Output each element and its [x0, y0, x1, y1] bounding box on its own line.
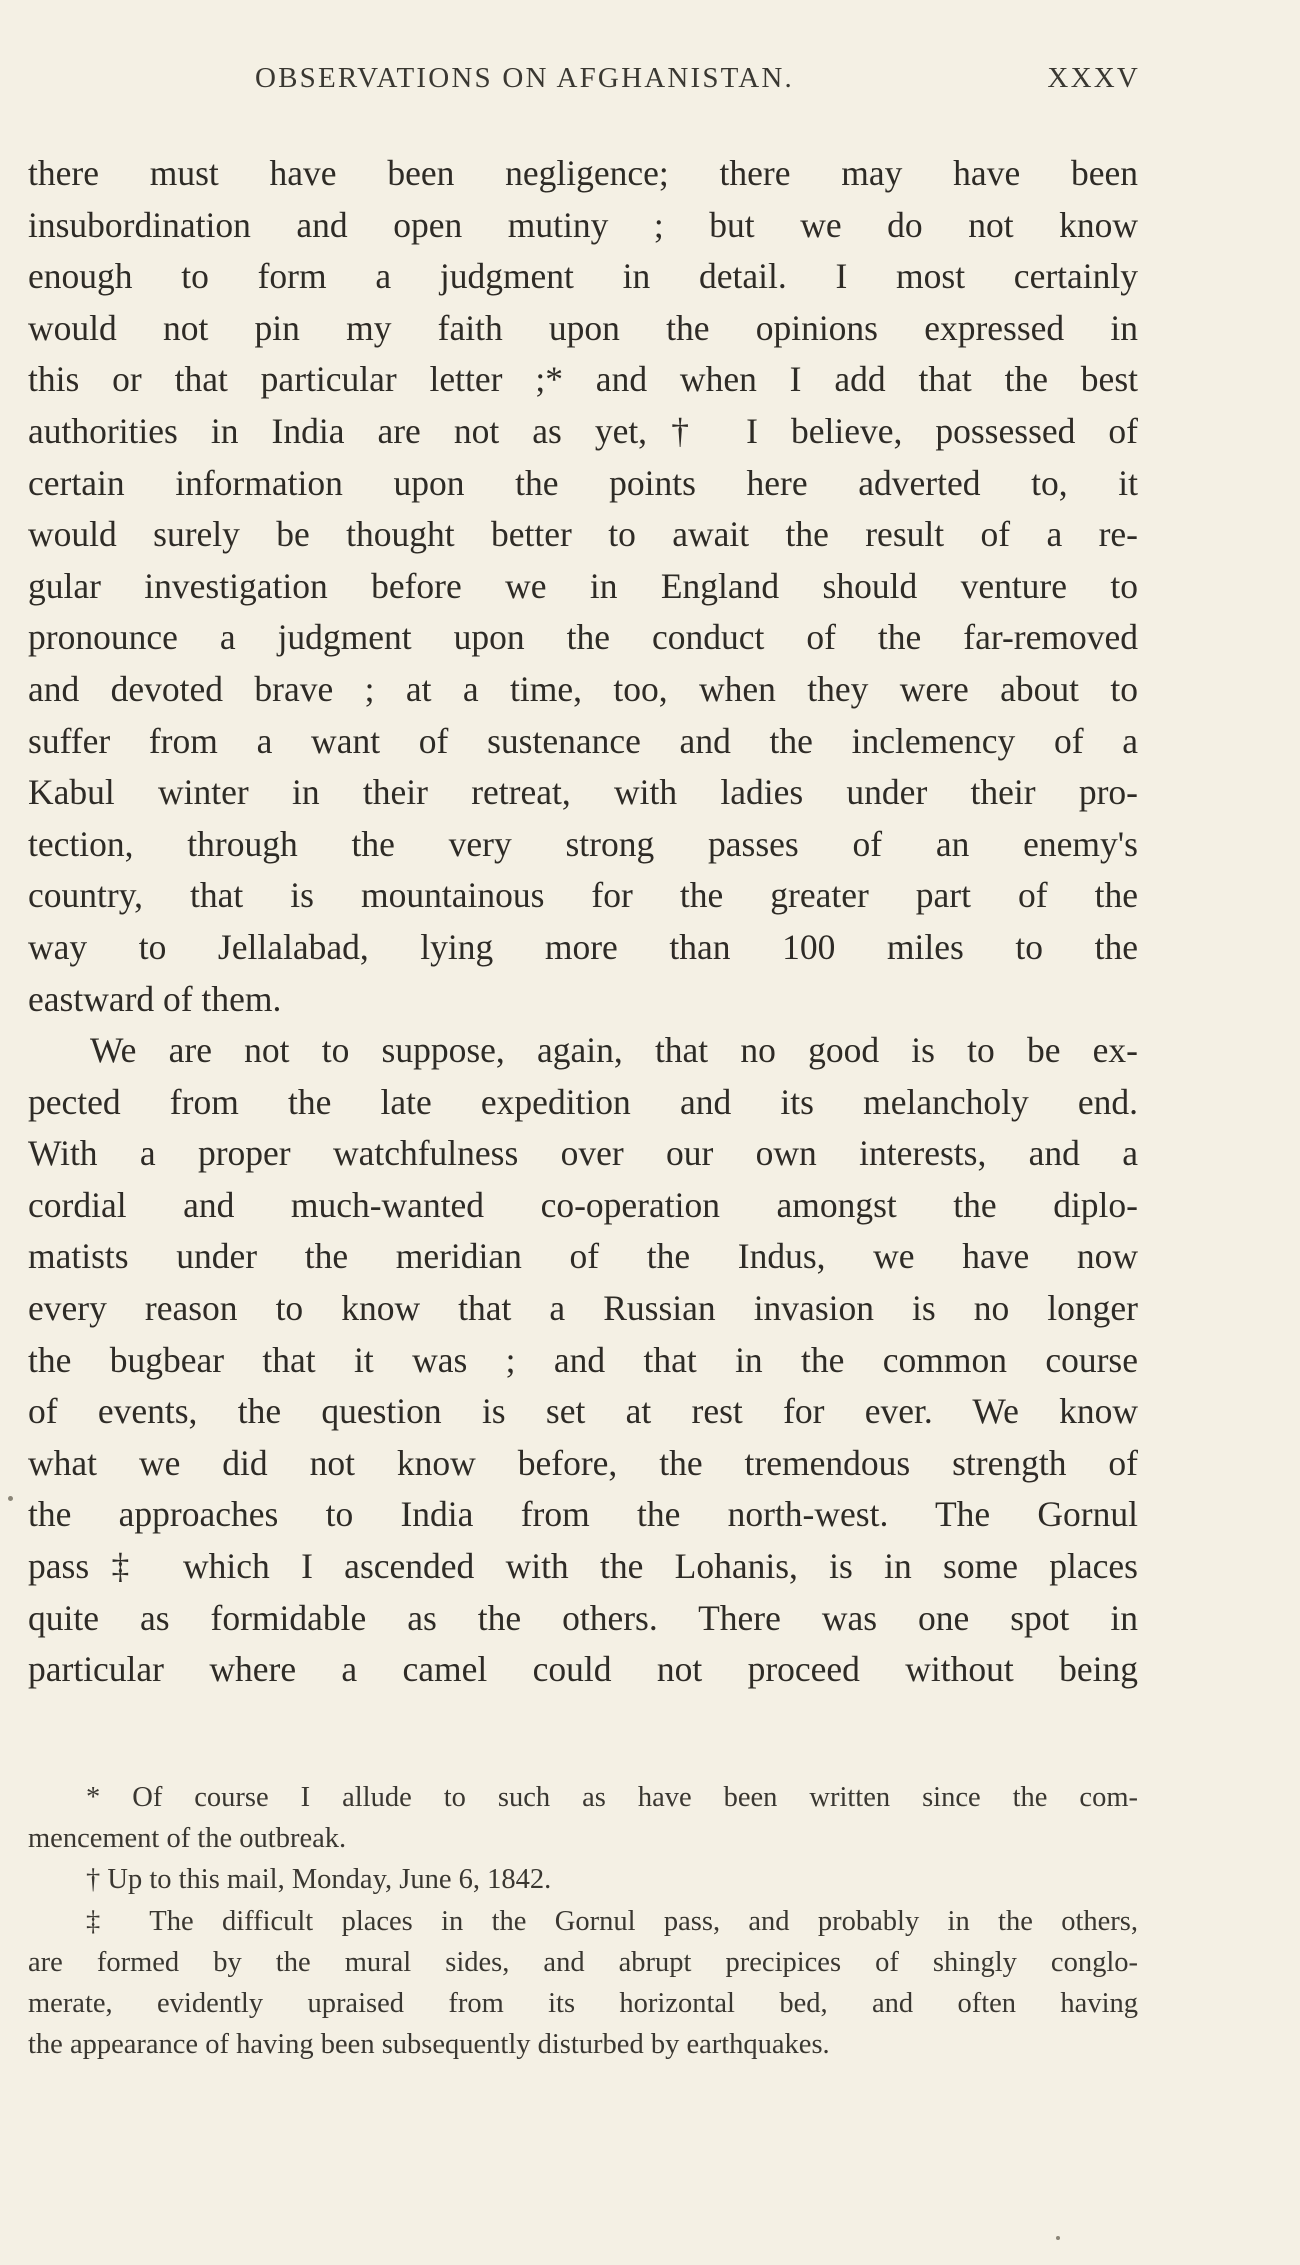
- running-title: OBSERVATIONS ON AFGHANISTAN.: [255, 62, 795, 94]
- running-head: [255, 62, 1140, 102]
- body-line: would not pin my faith upon the opinions expressed in: [28, 307, 1138, 348]
- footnote-double-dagger: ‡ The difficult places in the Gornul pass, and probably in the others,: [86, 1905, 1138, 1937]
- body-line: the approaches to India from the north-west. The Gornul: [28, 1494, 1138, 1535]
- body-line: matists under the meridian of the Indus, we have now: [28, 1236, 1138, 1277]
- body-line: pass‡ which I ascended with the Lohanis, is in some places: [28, 1546, 1138, 1587]
- body-line: insubordination and open mutiny ; but we do not know: [28, 204, 1138, 245]
- footnote-line: the appearance of having been subsequently disturbed by earthquakes.: [28, 2029, 830, 2061]
- body-line: and devoted brave ; at a time, too, when they were about to: [28, 668, 1138, 709]
- footnote-line: mencement of the outbreak.: [28, 1823, 347, 1855]
- body-line: particular where a camel could not proceed without being: [28, 1649, 1138, 1690]
- footnote-line: are formed by the mural sides, and abrupt precipices of shingly conglo-: [28, 1946, 1138, 1978]
- body-line: tection, through the very strong passes of an enemy's: [28, 823, 1138, 864]
- body-line: would surely be thought better to await the result of a re-: [28, 514, 1138, 555]
- footnote-line: merate, evidently upraised from its horizontal bed, and often having: [28, 1987, 1138, 2019]
- body-line: of events, the question is set at rest for ever. We know: [28, 1391, 1138, 1432]
- body-line: Kabul winter in their retreat, with ladies under their pro-: [28, 772, 1138, 813]
- body-line: quite as formidable as the others. There was one spot in: [28, 1597, 1138, 1638]
- body-line: pronounce a judgment upon the conduct of the far-removed: [28, 617, 1138, 658]
- footnotes: [28, 1777, 1138, 2065]
- body-line: certain information upon the points here adverted to, it: [28, 462, 1138, 503]
- paper-speck: [1056, 2236, 1060, 2240]
- footnote-dagger: † Up to this mail, Monday, June 6, 1842.: [86, 1864, 552, 1896]
- body-line: way to Jellalabad, lying more than 100 miles to the: [28, 926, 1138, 967]
- body-line: what we did not know before, the tremendous strength of: [28, 1442, 1138, 1483]
- body-line: enough to form a judgment in detail. I most certainly: [28, 256, 1138, 297]
- body-line: the bugbear that it was ; and that in the common course: [28, 1339, 1138, 1380]
- body-line: With a proper watchfulness over our own interests, and a: [28, 1133, 1138, 1174]
- body-line: gular investigation before we in England should venture to: [28, 565, 1138, 606]
- body-line: authorities in India are not as yet,† I believe, possessed of: [28, 410, 1138, 451]
- body-line: suffer from a want of sustenance and the inclemency of a: [28, 720, 1138, 761]
- body-text: [28, 148, 1138, 1696]
- body-line: there must have been negligence; there may have been: [28, 153, 1138, 193]
- body-line: this or that particular letter ;* and when I add that the best: [28, 359, 1138, 400]
- body-line: cordial and much-wanted co-operation amongst the diplo-: [28, 1184, 1138, 1225]
- paragraph-start-line: We are not to suppose, again, that no good is to be ex-: [90, 1030, 1138, 1071]
- page-number: XXXV: [1047, 62, 1140, 94]
- body-line: every reason to know that a Russian invasion is no longer: [28, 1288, 1138, 1329]
- paper-speck: [8, 1496, 13, 1501]
- body-line: country, that is mountainous for the greater part of the: [28, 875, 1138, 916]
- body-line: pected from the late expedition and its melancholy end.: [28, 1081, 1138, 1122]
- paragraph-end-line: eastward of them.: [28, 978, 282, 1019]
- footnote-asterisk: * Of course I allude to such as have been written since the com-: [86, 1782, 1138, 1813]
